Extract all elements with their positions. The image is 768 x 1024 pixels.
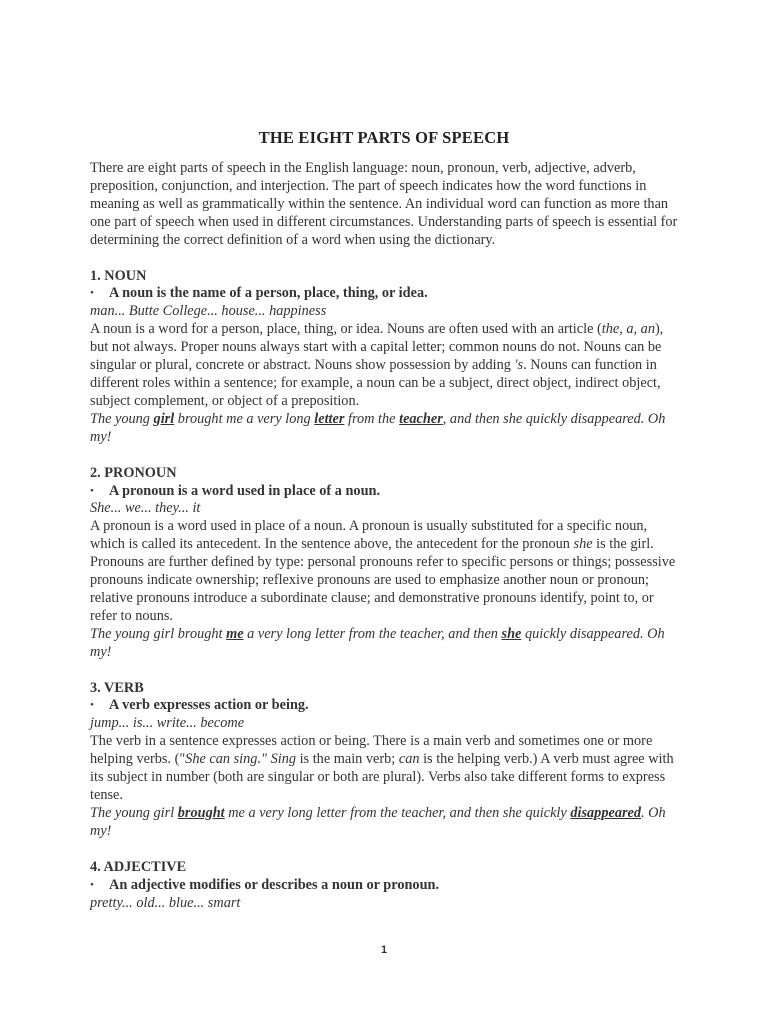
section-verb [90, 680, 680, 841]
italic-term: the, a, an [601, 321, 655, 338]
section-heading: 2. PRONOUN [90, 464, 177, 481]
text-run: from the [344, 410, 400, 427]
highlighted-word: girl [153, 410, 175, 427]
definition-text: An adjective modifies or describes a noun or pronoun. [109, 876, 440, 893]
text-run: The young girl [90, 804, 178, 821]
italic-term: she [573, 536, 593, 553]
example-words: She... we... they... it [90, 500, 201, 517]
section-pronoun [90, 465, 680, 662]
section-adjective [90, 859, 680, 913]
page-number: 1 [380, 944, 388, 956]
definition-bullet [90, 285, 680, 303]
highlighted-word: teacher [399, 410, 443, 427]
definition-text: A verb expresses action or being. [109, 697, 309, 714]
text-run: is the girl. Pronouns are further defined by type: personal pronouns refer to specific persons or things; possessive pronouns indicate ownership; reflexive pronouns are used to emphasize another noun or pronoun; relative pronouns introduce a subordinate clause; and demonstrative pronouns identify, point to, or refer to nouns. [90, 536, 676, 624]
text-run: a very long letter from the teacher, and then [243, 625, 502, 642]
definition-bullet [90, 876, 680, 895]
section-heading: 4. ADJECTIVE [90, 858, 187, 875]
bullet-icon: • [90, 878, 94, 891]
text-run: is the main verb; [296, 751, 399, 768]
bullet-icon: • [90, 287, 94, 300]
text-run: me a very long letter from the teacher, and then she quickly [224, 804, 571, 821]
definition-text: A noun is the name of a person, place, thing, or idea. [109, 285, 428, 302]
text-run: ), but not always. Proper nouns always start with a capital letter; common nouns do not. Nouns can be singular or plural, concrete or abstract. Nouns show possession by adding [90, 321, 664, 374]
bullet-icon: • [90, 699, 94, 712]
section-heading: 3. VERB [90, 679, 144, 696]
document-body [90, 160, 680, 912]
text-run: The young girl brought [90, 625, 227, 642]
section-heading: 1. NOUN [90, 267, 147, 284]
text-run: quickly disappeared. Oh my! [90, 625, 665, 660]
text-run: A pronoun is a word used in place of a noun. A pronoun is usually substituted for a specific noun, which is called its antecedent. In the sentence above, the antecedent for the pronoun [90, 518, 648, 553]
italic-term: can [398, 751, 420, 768]
definition-bullet [90, 482, 680, 501]
italic-term: 's [514, 357, 524, 374]
example-sentence [90, 805, 680, 841]
intro-paragraph: There are eight parts of speech in the English language: noun, pronoun, verb, adjective, adverb, preposition, conjunction, and interjection. The part of speech indicates how the word functions in meaning as well as grammatically within the sentence. An individual word can function as more than one part of speech when used in different circumstances. Understanding parts of speech is essential for determining the correct definition of a word when using the dictionary. [90, 160, 678, 248]
text-run: brought me a very long [174, 410, 315, 427]
text-run: , and then she quickly disappeared. Oh my! [90, 410, 666, 445]
text-run: A noun is a word for a person, place, thing, or idea. Nouns are often used with an article ( [90, 321, 602, 338]
highlighted-word: disappeared [570, 804, 642, 821]
section-body [90, 733, 680, 805]
section-body [90, 321, 680, 411]
text-run: . Nouns can function in different roles within a sentence; for example, a noun can be a subject, direct object, indirect object, subject complement, or object of a preposition. [90, 357, 661, 409]
section-noun [90, 268, 680, 447]
text-run: is the helping verb.) A verb must agree with its subject in number (both are singular or both are plural). Verbs also take different forms to express tense. [90, 751, 674, 803]
example-sentence [90, 411, 680, 447]
highlighted-word: letter [314, 410, 345, 427]
section-body [90, 518, 680, 625]
highlighted-word: she [501, 625, 522, 642]
definition-text: A pronoun is a word used in place of a noun. [109, 482, 381, 499]
bullet-icon: • [90, 484, 94, 497]
highlighted-word: me [226, 625, 244, 642]
document-title: THE EIGHT PARTS OF SPEECH [258, 128, 510, 147]
text-run: . Oh my! [90, 804, 666, 839]
example-words: man... Butte College... house... happiness [90, 303, 327, 320]
example-words: pretty... old... blue... smart [90, 894, 241, 911]
text-run: The young [90, 410, 154, 427]
example-sentence [90, 626, 680, 662]
italic-term: She can sing." Sing [185, 751, 297, 768]
text-run: The verb in a sentence expresses action or being. There is a main verb and sometimes one or more helping verbs. (" [90, 733, 653, 768]
definition-bullet [90, 697, 680, 715]
highlighted-word: brought [177, 804, 225, 821]
example-words: jump... is... write... become [90, 715, 245, 732]
